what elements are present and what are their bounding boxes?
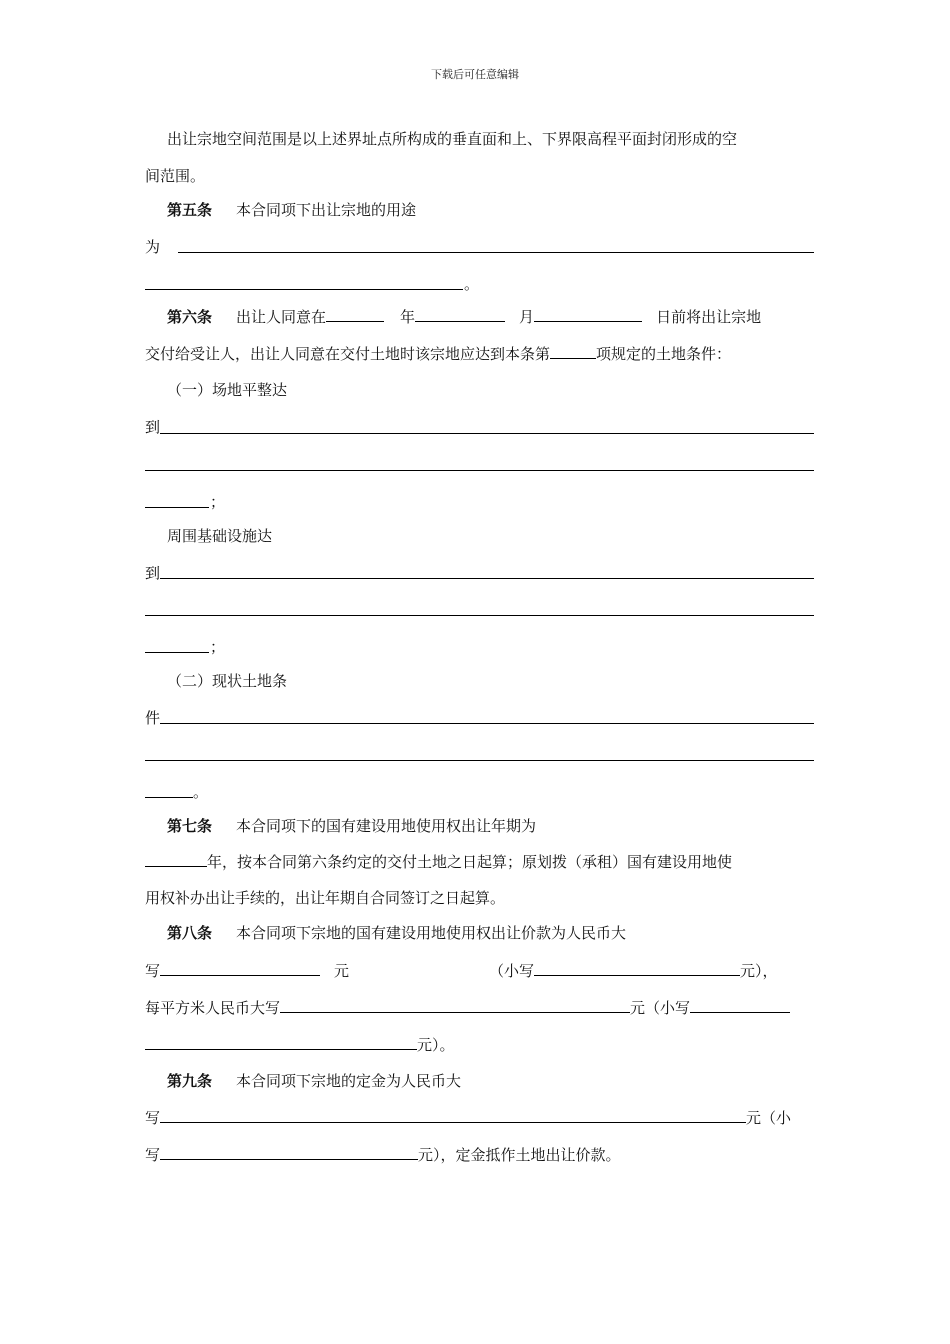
p4-line1: 出让宗地空间范围是以上述界址点所构成的垂直面和上、下界限高程平面封闭形成的空 (167, 130, 738, 148)
article-5-text: 本合同项下出让宗地的用途 (236, 201, 417, 219)
per-sqm-daxie-blank[interactable] (280, 998, 630, 1013)
item-1-blank-1[interactable] (160, 433, 814, 434)
day-blank[interactable] (534, 307, 642, 322)
article-9-label: 第九条 (167, 1072, 213, 1090)
article-9-yuan-end: 元），定金抵作土地出让价款。 (418, 1146, 621, 1164)
nian-label: 年 (400, 308, 416, 326)
article-6-text-b: 日前将出让宗地 (656, 308, 762, 326)
article-7-label: 第七条 (167, 817, 213, 835)
article-7-line2 (145, 851, 732, 872)
item-1b-blank-1[interactable] (160, 578, 814, 579)
item-1b-heading: 周围基础设施达 (167, 527, 273, 545)
page-header: 下载后可任意编辑 (431, 68, 519, 81)
article-5-blank-2[interactable] (145, 289, 463, 290)
per-sqm-xiaoxie-blank-a[interactable] (690, 998, 790, 1013)
deposit-daxie-blank[interactable] (160, 1108, 746, 1123)
item-2-blank-3[interactable] (145, 797, 193, 798)
article-6-line2 (145, 343, 731, 364)
item-number-blank[interactable] (550, 344, 596, 359)
item-1b-dao: 到 (145, 564, 161, 582)
article-9-yuan-xiao: 元（小 (746, 1109, 792, 1127)
article-8-yuan-close: 元）， (740, 962, 778, 980)
per-sqm-xiaoxie-blank-b[interactable] (145, 1035, 417, 1050)
item-1-heading: （一）场地平整达 (167, 381, 288, 399)
article-6-label: 第六条 (167, 308, 213, 326)
yue-label: 月 (519, 308, 535, 326)
article-8-per-sqm: 每平方米人民币大写 (145, 999, 281, 1017)
article-9-line3 (145, 1144, 621, 1165)
p4-line2: 间范围。 (145, 167, 206, 185)
article-5-label: 第五条 (167, 201, 213, 219)
article-8-yuan-xiaoxie: 元（小写 (630, 999, 691, 1017)
article-6-text-a: 出让人同意在 (236, 308, 327, 326)
article-8-yuan-end: 元）。 (417, 1036, 455, 1054)
article-8-line2 (145, 960, 778, 981)
item-2-blank-1[interactable] (160, 723, 814, 724)
article-9-text: 本合同项下宗地的定金为人民币大 (236, 1072, 462, 1090)
article-7-heading (167, 815, 536, 836)
article-7-line3: 用权补办出让手续的，出让年期自合同签订之日起算。 (145, 889, 506, 907)
price-xiaoxie-blank[interactable] (534, 961, 740, 976)
article-6-line1 (167, 306, 761, 327)
article-7-text: 本合同项下的国有建设用地使用权出让年期为 (236, 817, 537, 835)
item-2-jian: 件 (145, 709, 161, 727)
article-6-line2-b: 项规定的土地条件： (596, 345, 732, 363)
article-8-xie: 写 (145, 962, 161, 980)
item-1b-blank-3[interactable] (145, 652, 209, 653)
article-5-wei: 为 (145, 238, 161, 256)
item-2-heading: （二）现状土地条 (167, 672, 288, 690)
item-2-period: 。 (193, 783, 209, 801)
article-8-label: 第八条 (167, 924, 213, 942)
article-9-xie-2: 写 (145, 1146, 161, 1164)
deposit-xiaoxie-blank[interactable] (160, 1145, 418, 1160)
article-5-heading (167, 199, 416, 220)
article-7-line2-text: 年，按本合同第六条约定的交付土地之日起算；原划拨（承租）国有建设用地使 (207, 853, 733, 871)
article-9-xie: 写 (145, 1109, 161, 1127)
month-blank[interactable] (415, 307, 505, 322)
article-9-heading (167, 1070, 461, 1091)
article-8-line3 (145, 997, 790, 1018)
item-1-blank-3[interactable] (145, 507, 209, 508)
article-8-line4 (145, 1034, 455, 1055)
year-blank[interactable] (326, 307, 384, 322)
article-9-line2 (145, 1107, 791, 1128)
article-8-heading (167, 922, 626, 943)
item-1b-blank-2[interactable] (145, 615, 814, 616)
item-1b-semicolon: ； (210, 638, 226, 656)
item-1-blank-2[interactable] (145, 470, 814, 471)
article-5-period: 。 (464, 275, 480, 293)
article-6-line2-a: 交付给受让人，出让人同意在交付土地时该宗地应达到本条第 (145, 345, 551, 363)
item-2-blank-2[interactable] (145, 760, 814, 761)
article-8-text: 本合同项下宗地的国有建设用地使用权出让价款为人民币大 (236, 924, 627, 942)
term-years-blank[interactable] (145, 852, 207, 867)
article-8-yuan: 元 (334, 962, 350, 980)
item-1-semicolon: ； (210, 493, 226, 511)
item-1-dao: 到 (145, 418, 161, 436)
article-5-blank-1[interactable] (178, 252, 814, 253)
article-8-xiaoxie: （小写 (489, 962, 535, 980)
price-daxie-blank[interactable] (160, 961, 320, 976)
